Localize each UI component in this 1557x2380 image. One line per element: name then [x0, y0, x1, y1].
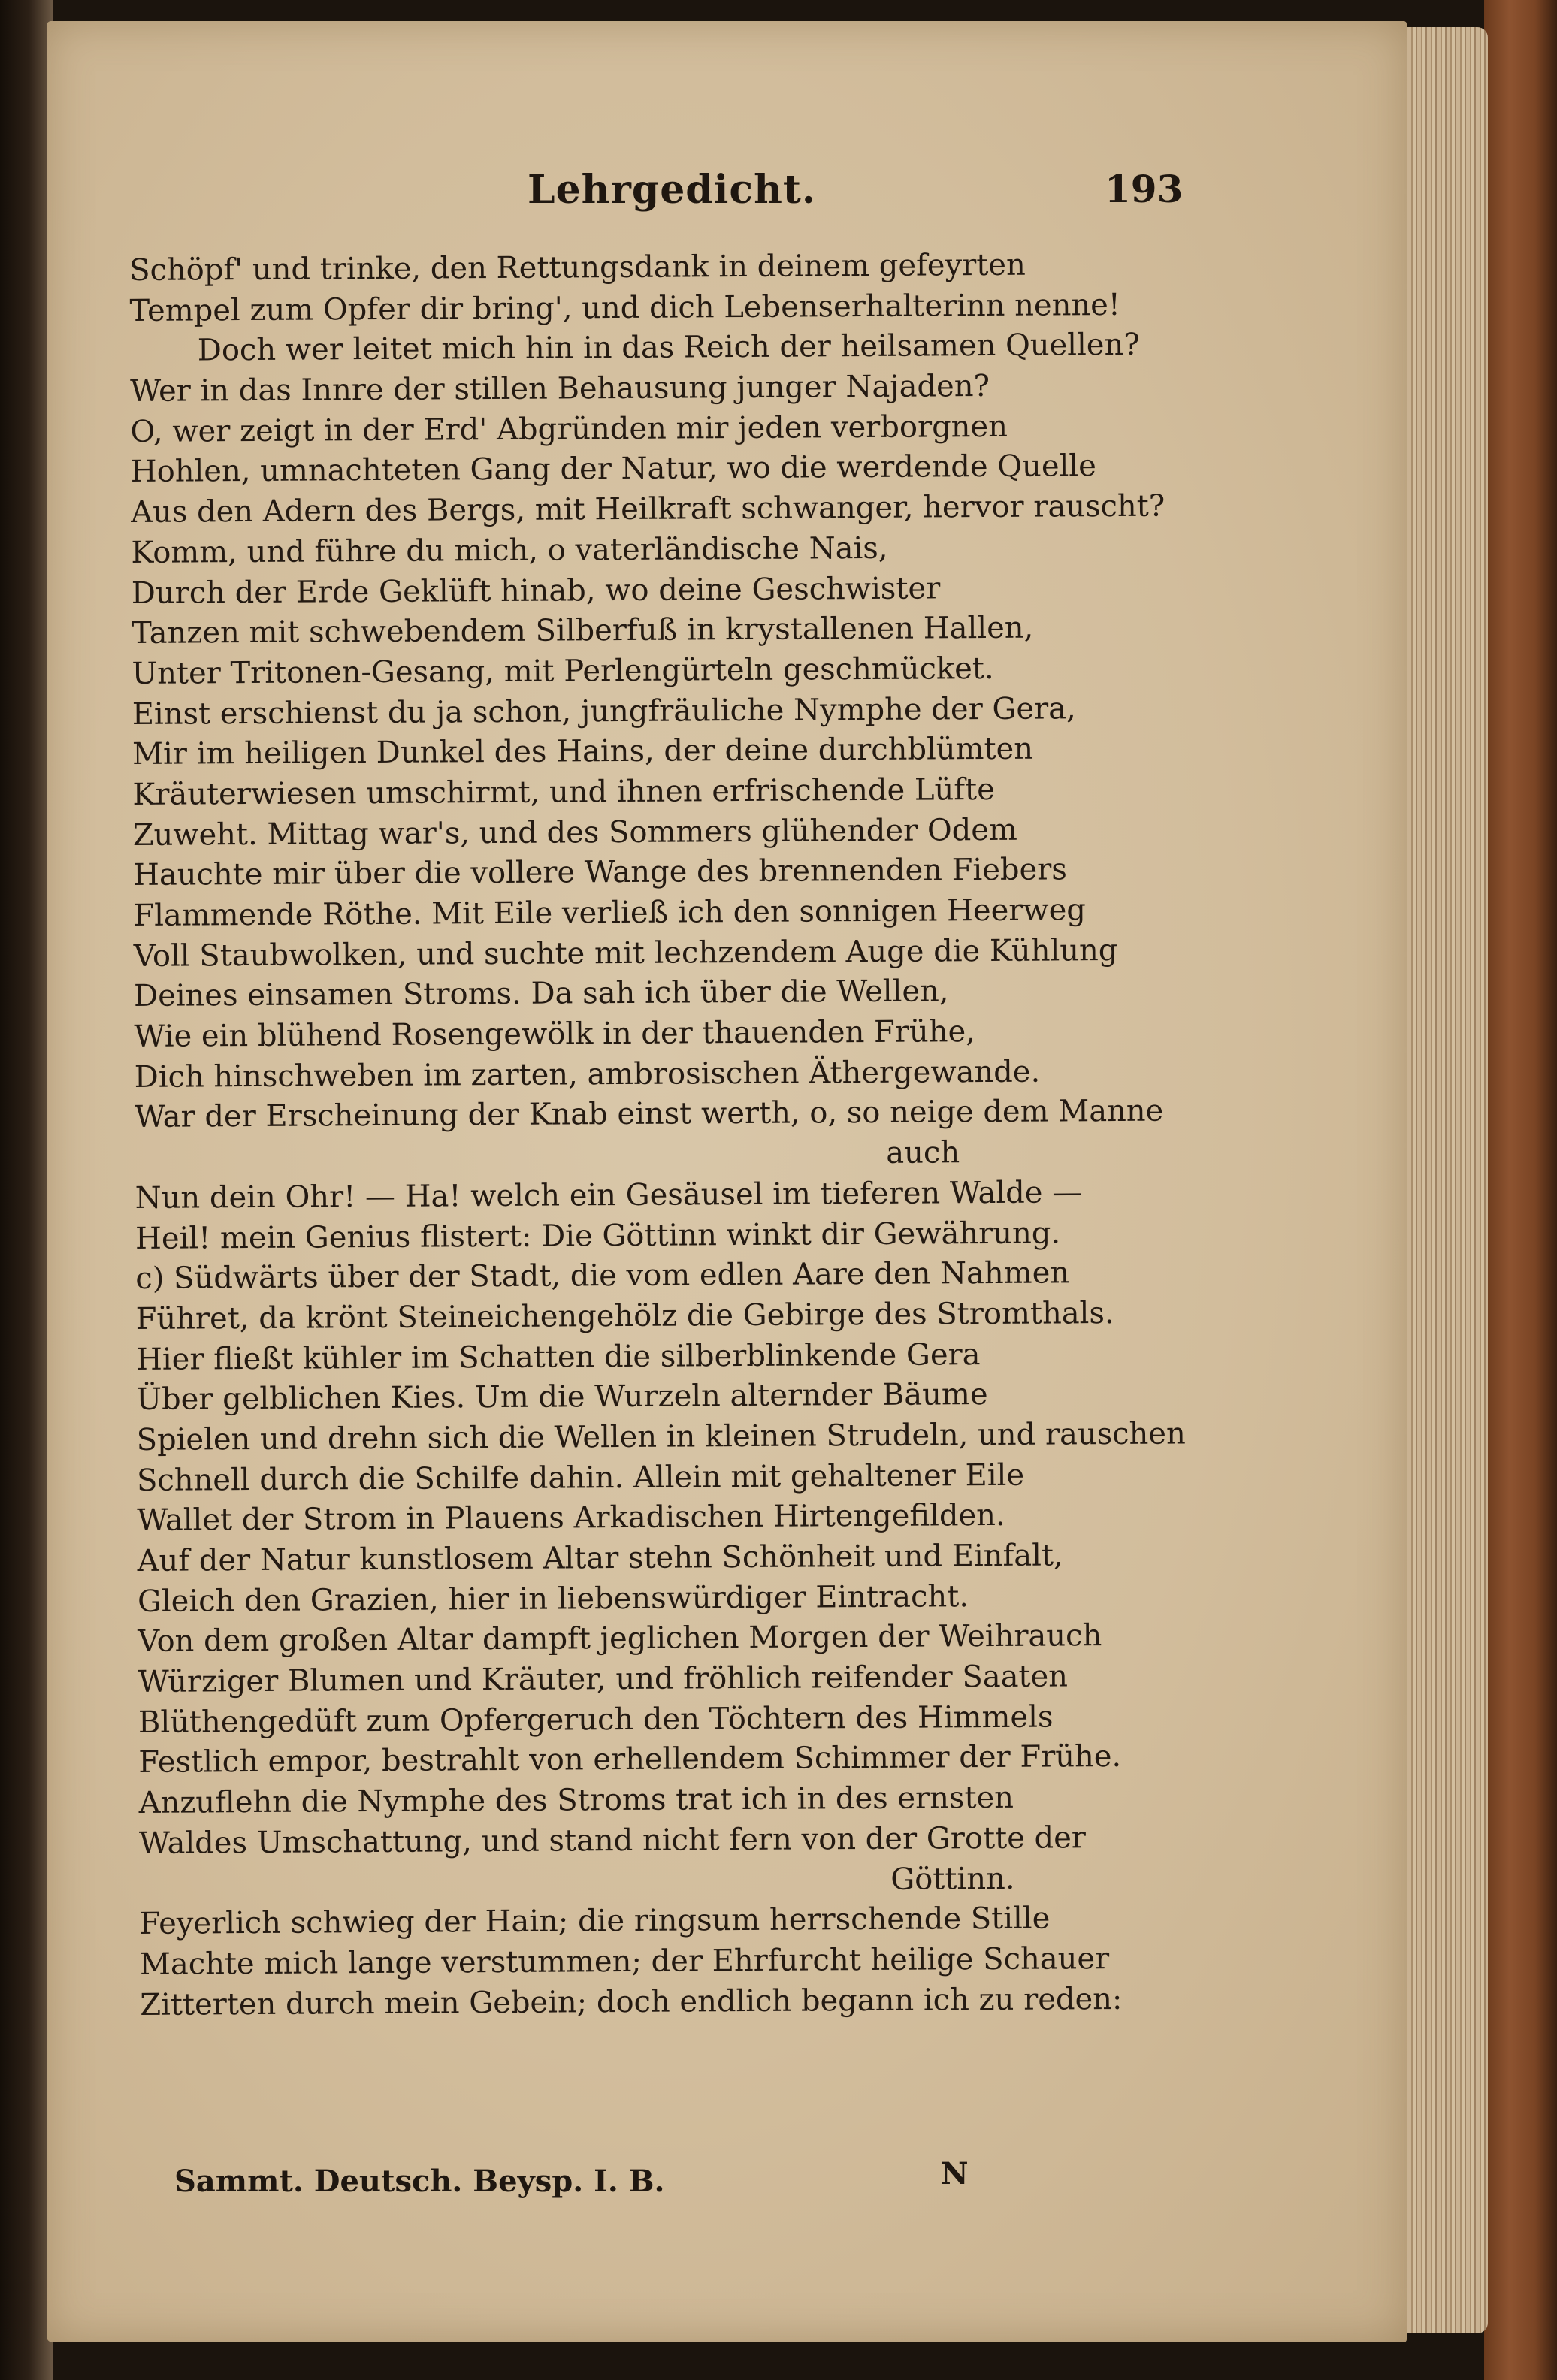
text-line: Festlich empor, bestrahlt von erhellendem Schimmer der Frühe.: [138, 1739, 1122, 1780]
text-line: Unter Tritonen-Gesang, mit Perlengürteln geschmücket.: [132, 651, 994, 691]
turnover-line: auch: [886, 1135, 960, 1170]
turnover-line: Göttinn.: [890, 1861, 1015, 1897]
text-line: Gleich den Grazien, hier in liebenswürdiger Eintracht.: [137, 1578, 969, 1619]
text-line: Machte mich lange verstummen; der Ehrfurcht heilige Schauer: [139, 1941, 1110, 1982]
text-line: Dich hinschweben im zarten, ambrosischen Äthergewande.: [134, 1054, 1041, 1095]
poem-body: [129, 244, 1222, 2025]
text-line: Würziger Blumen und Kräuter, und fröhlich reifender Saaten: [138, 1659, 1069, 1700]
text-line: Heil! mein Genius flistert: Die Göttinn winkt dir Gewährung.: [135, 1215, 1061, 1256]
text-line: Feyerlich schwieg der Hain; die ringsum herrschende Stille: [139, 1901, 1051, 1942]
page-header: [158, 167, 1210, 227]
text-line: Komm, und führe du mich, o vaterländische Nais,: [131, 530, 888, 570]
text-line: Nun dein Ohr! — Ha! welch ein Gesäusel im tieferen Walde —: [135, 1175, 1083, 1216]
text-line: Waldes Umschattung, und stand nicht fern von der Grotte der: [138, 1820, 1087, 1861]
text-line: Schnell durch die Schilfe dahin. Allein mit gehaltener Eile: [136, 1457, 1025, 1498]
text-line: Flammende Röthe. Mit Eile verließ ich den sonnigen Heerweg: [133, 892, 1087, 933]
previous-page-edge: [0, 0, 53, 2380]
text-line: Auf der Natur kunstlosem Altar stehn Schönheit und Einfalt,: [137, 1538, 1063, 1578]
text-line: War der Erscheinung der Knab einst werth, o, so neige dem Manne: [134, 1094, 1164, 1135]
text-line: Hauchte mir über die vollere Wange des brennenden Fiebers: [132, 852, 1067, 893]
text-line: Mir im heiligen Dunkel des Hains, der deine durchblümten: [132, 731, 1034, 772]
running-head: Lehrgedicht.: [528, 167, 816, 213]
sheet-signature: N: [941, 2156, 969, 2191]
text-line: Führet, da krönt Steineichengehölz die Gebirge des Stromthals.: [135, 1295, 1114, 1336]
collection-signature: Sammt. Deutsch. Beysp. I. B.: [174, 2164, 665, 2199]
page-stack-edge: [1398, 27, 1488, 2333]
text-line: Aus den Adern des Bergs, mit Heilkraft schwanger, hervor rauscht?: [130, 488, 1165, 530]
text-line: Wer in das Innre der stillen Behausung junger Najaden?: [130, 369, 990, 409]
text-line: Schöpf' und trinke, den Rettungsdank in deinem gefeyrten: [129, 247, 1026, 288]
text-line: Doch wer leitet mich hin in das Reich der heilsamen Quellen?: [197, 328, 1140, 368]
text-line: Einst erschienst du ja schon, jungfräuliche Nymphe der Gera,: [132, 690, 1076, 732]
text-line: Hier fließt kühler im Schatten die silberblinkende Gera: [135, 1336, 981, 1377]
text-line: Zuweht. Mittag war's, und des Sommers glühender Odem: [132, 812, 1018, 853]
text-line: Anzuflehn die Nymphe des Stroms trat ich in des ernsten: [138, 1780, 1014, 1821]
text-line: Über gelblichen Kies. Um die Wurzeln alternder Bäume: [136, 1377, 988, 1418]
leather-cover: [1484, 0, 1557, 2380]
text-line: Spielen und drehn sich die Wellen in kleinen Strudeln, und rauschen: [136, 1416, 1186, 1457]
page-footer: [174, 2156, 1001, 2209]
text-line: Zitterten durch mein Gebein; doch endlich begann ich zu reden:: [140, 1981, 1123, 2022]
text-line: Blüthengedüft zum Opfergeruch den Töchtern des Himmels: [138, 1699, 1054, 1740]
text-line: Tempel zum Opfer dir bring', und dich Lebenserhalterinn nenne!: [129, 287, 1121, 328]
page-number: 193: [1105, 167, 1184, 211]
text-line: Hohlen, umnachteten Gang der Natur, wo die werdende Quelle: [130, 449, 1096, 490]
text-line: Kräuterwiesen umschirmt, und ihnen erfrischende Lüfte: [132, 772, 995, 812]
text-line: Von dem großen Altar dampft jeglichen Morgen der Weihrauch: [138, 1618, 1102, 1660]
text-line: Deines einsamen Stroms. Da sah ich über die Wellen,: [133, 974, 949, 1014]
text-line: O, wer zeigt in der Erd' Abgründen mir jeden verborgnen: [130, 409, 1008, 449]
text-line: Durch der Erde Geklüft hinab, wo deine Geschwister: [131, 570, 941, 611]
text-line: Wie ein blühend Rosengewölk in der thauenden Frühe,: [134, 1014, 976, 1055]
text-line: Tanzen mit schwebendem Silberfuß in krystallenen Hallen,: [131, 610, 1034, 651]
footnote-ref-line: c) Südwärts über der Stadt, die vom edlen Aare den Nahmen: [135, 1255, 1070, 1297]
text-line: Voll Staubwolken, und suchte mit lechzendem Auge die Kühlung: [133, 932, 1118, 974]
text-line: Wallet der Strom in Plauens Arkadischen Hirtengefilden.: [137, 1498, 1005, 1539]
